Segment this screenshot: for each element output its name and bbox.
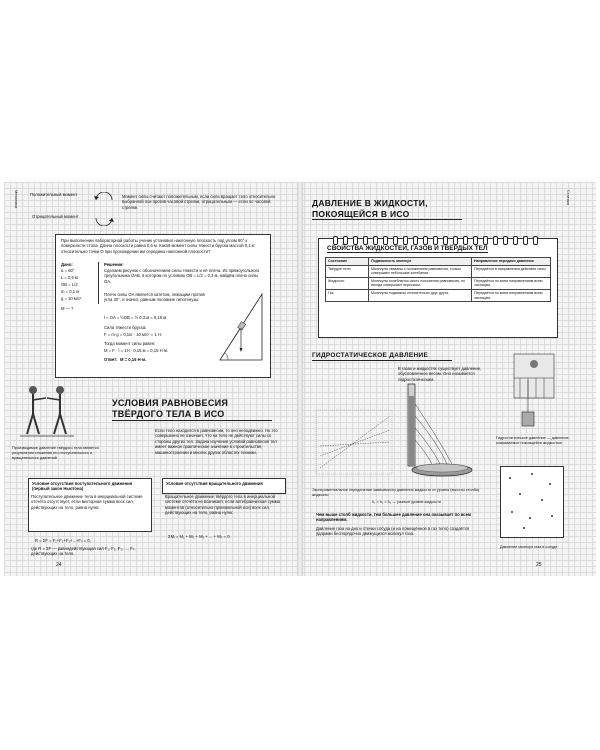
notebook-card <box>318 238 558 338</box>
statement-1: Чем выше столб жидкости, тем большее давление она оказывает по всем направлениям. <box>316 512 472 523</box>
equilibrium-text: Если тело находится в равновесии, то оно неподвижно. Но это совершенно не означает, что на тело не действуют силы со стороны других тел. Задача изучения условий равновесия тел имеет важное практическое значение в строительстве, машиностроении и многих других областях техники. <box>155 428 278 455</box>
hydrostatic-paradox-figure <box>494 350 572 432</box>
table-row <box>326 289 551 301</box>
table-header-cell: Направление передачи давления <box>472 258 551 266</box>
box1-formula: R = ΣF = F₁+F₂+F₃+...+Fₙ = 0, <box>35 538 91 543</box>
moment-text: Момент силы считают положительным, если сила вращает тело относительно выбранной оси против часовой стрелки, отрицательным — если по часовой стрелке. <box>122 194 276 210</box>
experiment-formula: h₁ > h₂ > h₃ — разные уровни жидкости <box>372 500 441 504</box>
left-side-tab: Механика <box>14 190 19 209</box>
table-header-row <box>326 258 551 266</box>
box2-formula: ΣMᵢ = M₁ + M₂ + M₃ + ... + Mₙ = 0. <box>168 534 231 539</box>
table-cell: Твёрдое тело <box>326 265 369 277</box>
given-item: α = 60° <box>61 268 75 273</box>
given-item: m = 0,1 кг <box>61 289 80 294</box>
table-cell: Молекулы подвижны относительно друг друга. <box>369 289 472 301</box>
box1-title: Условие отсутствия поступательного движения (первый закон Ньютона) <box>32 481 133 492</box>
rotation-arrows-icon <box>92 192 120 226</box>
solution-label: Решение: <box>104 262 124 267</box>
solution-text-2: Плечо силы OA является катетом, лежащим против угла 30°, и значит, равным половине гипотенузы: <box>104 292 205 303</box>
people-pushing-figure <box>18 382 76 440</box>
given-divider <box>98 262 99 304</box>
moment-negative-label: Отрицательный момент <box>32 214 79 219</box>
paradox-caption: Гидростатическое давление — давление, оказываемое покоящейся жидкостью <box>496 436 570 446</box>
table-header-cell: Подвижность молекул <box>369 258 472 266</box>
given-item: OB = L/2 <box>61 282 78 287</box>
notebook-title: СВОЙСТВА ЖИДКОСТЕЙ, ГАЗОВ И ТВЁРДЫХ ТЕЛ <box>327 245 488 252</box>
table-row <box>326 265 551 277</box>
heading-pressure: ДАВЛЕНИЕ В ЖИДКОСТИ, ПОКОЯЩЕЙСЯ В ИСО <box>312 198 462 220</box>
given-item: L = 0,6 м <box>61 275 78 280</box>
table-cell: Жидкость <box>326 277 369 289</box>
table-cell: Передаётся по всем направлениям всем частицам. <box>472 289 551 301</box>
answer-value: M = 0,15 Н·м. <box>120 357 147 362</box>
formula-2: F = m·g = 0,1кг · 10 м/с² = 1 Н. <box>104 332 163 337</box>
problem-text: При выполнении лабораторной работы ученик установил наклонную плоскость под углом 60° к поверхности стола. Длина плоскости равна 0,6 м. Каков момент силы тяжести бруска массой 0,1 кг относительно точки O при прохождении им середины наклонной плоскости? <box>61 238 256 254</box>
table-cell: Молекулы связаны с положением равновесия, только совершают небольшие колебания. <box>369 265 472 277</box>
incline-diagram <box>216 290 266 365</box>
solution-text-4: Тогда момент силы равен: <box>104 341 156 346</box>
left-page-number: 24 <box>56 562 62 568</box>
table-cell: Газ <box>326 289 369 301</box>
box1-text: Поступательное движение тела в инерциальной системе отсчёта отсутствует, если векторная сумма всех сил, действующих на тело, равна нулю: <box>31 494 143 510</box>
statement-2: Давление газа на дно и стенки сосуда (и на помещённое в газ тело) создаётся ударами беспорядочно движущихся молекул газа. <box>316 526 470 537</box>
moment-diagrams <box>30 192 122 228</box>
given-item: g = 10 м/с² <box>61 296 82 301</box>
box2-title: Условие отсутствия вращательного движения <box>166 481 263 486</box>
formula-3: M = F · l = 1Н · 0,15 м = 0,15 Н·м. <box>104 348 169 353</box>
right-page-number: 25 <box>536 562 542 568</box>
solution-text: Сделаем рисунок с обозначением силы тяжести и её плеча. Из прямоугольного треугольника OAB, в котором по условию OB = L/2 = 0,3 м, найдём плечо силы OA. <box>104 268 260 284</box>
given-item: M — ? <box>61 306 74 311</box>
table-header-cell: Состояние <box>326 258 369 266</box>
moment-positive-label: Положительный момент <box>30 192 78 197</box>
experiment-caption: Экспериментальное определение зависимости давления жидкости от уровня (высоты столба) жидкости <box>312 488 480 498</box>
box1-where: где R = ΣF — равнодействующая сил F₁, F₂, F₃, ..., Fₙ, действующих на тело. <box>31 546 136 557</box>
properties-table <box>325 257 551 302</box>
table-row <box>326 277 551 289</box>
box2-text: Вращательное движение твёрдого тела в инерциальной системе отсчёта не возникает, если алгебраическая сумма моментов (относительно произвольной оси) всех сил, действующих на тело, равна нулю: <box>165 494 280 516</box>
table-cell: Передаётся по всем направлениям всем частицам. <box>472 277 551 289</box>
caption-pressure: Производимое давление твёрдого тела является результатом сложения его поступательного и вращательного давлений <box>12 446 99 460</box>
given-label: Дано: <box>61 262 73 267</box>
experiment-illustration <box>312 376 484 482</box>
molecules-caption: Давление молекул газа в сосуде <box>500 545 558 549</box>
right-side-tab: Статика <box>566 190 571 205</box>
rotation-condition-box <box>162 478 286 494</box>
table-cell: Молекулы колеблются около положения равновесия, но иногда совершают перескоки. <box>369 277 472 289</box>
heading-hydro: ГИДРОСТАТИЧЕСКОЕ ДАВЛЕНИЕ <box>312 352 452 361</box>
hydro-text: В газах и жидкостях существует давление, обусловленное весом. Оно называется гидростатическим. <box>398 366 482 382</box>
solution-text-3: Сила тяжести бруска: <box>104 325 147 330</box>
gas-vessel <box>500 466 564 538</box>
heading-equilibrium: УСЛОВИЯ РАВНОВЕСИЯ ТВЁРДОГО ТЕЛА В ИСО <box>112 398 272 421</box>
table-cell: Передаётся в направлении действия силы. <box>472 265 551 277</box>
book-gutter <box>297 182 303 576</box>
answer-label: Ответ: <box>104 357 118 362</box>
formula-1: l = OA = ½OB = ½ 0,3 м = 0,15 м. <box>104 315 168 320</box>
problem-box <box>55 234 271 378</box>
